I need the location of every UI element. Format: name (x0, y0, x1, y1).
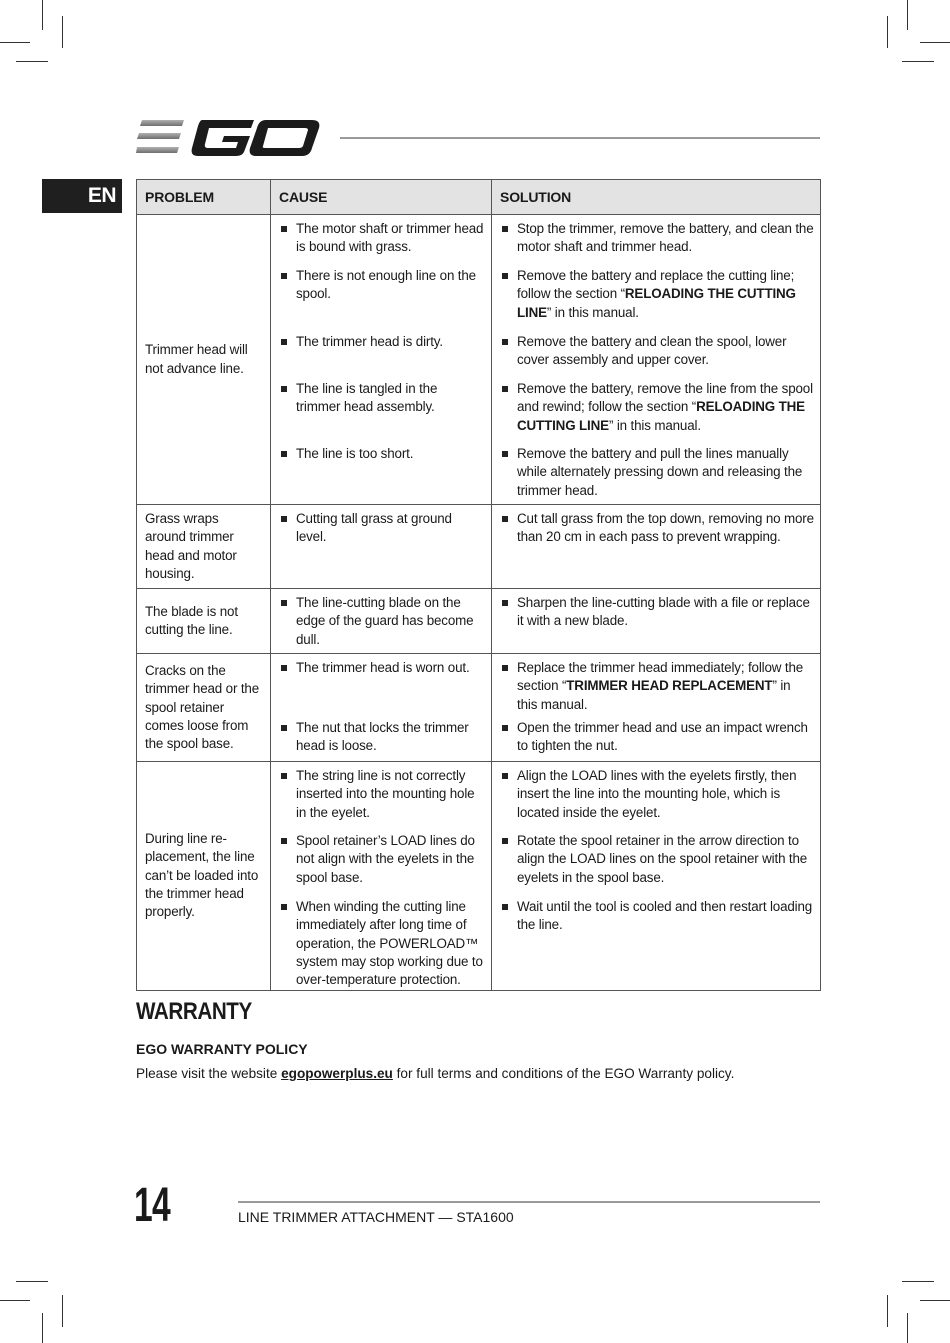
crop-mark (16, 61, 48, 62)
table-row (137, 589, 821, 654)
cause-item: The line is too short. (271, 445, 491, 463)
cause-item: There is not enough line on the spool. (271, 267, 491, 304)
crop-mark (887, 16, 888, 48)
solution-item: Cut tall grass from the top down, removing no more than 20 cm in each pass to prevent wrapping. (492, 510, 820, 547)
crop-mark (0, 42, 30, 43)
crop-mark (62, 1295, 63, 1327)
warranty-text-pre: Please visit the website (136, 1066, 282, 1081)
crop-mark (907, 0, 908, 30)
solution-item: Replace the trimmer head immediately; follow the section “TRIMMER HEAD REPLACEMENT” in this manual. (492, 659, 820, 714)
crop-mark (0, 1300, 30, 1301)
warranty-text-post: for full terms and conditions of the EGO Warranty policy. (392, 1066, 735, 1081)
solution-item: Stop the trimmer, remove the battery, and clean the motor shaft and trimmer head. (492, 220, 820, 257)
solution-item: Open the trimmer head and use an impact wrench to tighten the nut. (492, 719, 820, 756)
cause-item: Spool retainer’s LOAD lines do not align with the eyelets in the spool base. (271, 832, 491, 887)
table-row (137, 215, 821, 268)
warranty-heading: WARRANTY (136, 998, 252, 1025)
cause-item: The trimmer head is worn out. (271, 659, 491, 677)
solution-item: Remove the battery and replace the cutting line; follow the section “RELOADING THE CUTTING LINE” in this manual. (492, 267, 820, 322)
warranty-subheading: EGO WARRANTY POLICY (136, 1041, 308, 1057)
crop-mark (902, 61, 934, 62)
crop-mark (42, 1313, 43, 1343)
warranty-website-link[interactable]: egopowerplus.eu (281, 1066, 393, 1081)
cause-item: The trimmer head is dirty. (271, 333, 491, 351)
solution-item: Rotate the spool retainer in the arrow direction to align the LOAD lines on the spool retainer with the eyelets in the spool base. (492, 832, 820, 887)
warranty-paragraph (136, 1066, 734, 1081)
header-problem: PROBLEM (137, 180, 271, 215)
table-row (137, 654, 821, 720)
crop-mark (62, 16, 63, 48)
cause-item: Cutting tall grass at ground level. (271, 510, 491, 547)
table-row (137, 505, 821, 589)
cause-item: The string line is not correctly inserted into the mounting hole in the eyelet. (271, 767, 491, 822)
crop-mark (907, 1313, 908, 1343)
header-cause: CAUSE (271, 180, 492, 215)
header-solution: SOLUTION (492, 180, 821, 215)
ego-logo (136, 116, 321, 158)
solution-item: Remove the battery and clean the spool, lower cover assembly and upper cover. (492, 333, 820, 370)
language-tab: EN (42, 179, 122, 213)
crop-mark (920, 42, 950, 43)
header-rule (340, 137, 820, 139)
crop-mark (887, 1295, 888, 1327)
problem-cell: Trimmer head will not advance line. (137, 215, 271, 505)
cause-item: The nut that locks the trimmer head is loose. (271, 719, 491, 756)
crop-mark (902, 1281, 934, 1282)
problem-cell: Grass wraps around trimmer head and motor housing. (137, 505, 271, 589)
footer-rule (238, 1201, 820, 1203)
table-row (137, 762, 821, 833)
solution-item: Sharpen the line-cutting blade with a file or replace it with a new blade. (492, 594, 820, 631)
page-number: 14 (134, 1179, 170, 1232)
solution-item: Wait until the tool is cooled and then restart loading the line. (492, 898, 820, 935)
problem-cell: During line re-placement, the line can’t be loaded into the trimmer head properly. (137, 762, 271, 990)
footer-title: LINE TRIMMER ATTACHMENT — STA1600 (238, 1209, 514, 1225)
problem-cell: Cracks on the trimmer head or the spool retainer comes loose from the spool base. (137, 654, 271, 762)
cause-item: The line is tangled in the trimmer head assembly. (271, 380, 491, 417)
problem-cell: The blade is not cutting the line. (137, 589, 271, 654)
solution-item: Remove the battery, remove the line from the spool and rewind; follow the section “RELOADING THE CUTTING LINE” in this manual. (492, 380, 820, 435)
cause-item: The line-cutting blade on the edge of the guard has become dull. (271, 594, 491, 649)
solution-item: Remove the battery and pull the lines manually while alternately pressing down and releasing the trimmer head. (492, 445, 820, 500)
cause-item: The motor shaft or trimmer head is bound with grass. (271, 220, 491, 257)
crop-mark (920, 1300, 950, 1301)
crop-mark (16, 1281, 48, 1282)
crop-mark (42, 0, 43, 30)
table-header-row (137, 180, 821, 215)
cause-item: When winding the cutting line immediately after long time of operation, the POWERLOAD™ system may stop working due to over-temperature protection. (271, 898, 491, 989)
troubleshooting-table (136, 179, 821, 991)
solution-item: Align the LOAD lines with the eyelets firstly, then insert the line into the mounting hole, which is located inside the eyelet. (492, 767, 820, 822)
